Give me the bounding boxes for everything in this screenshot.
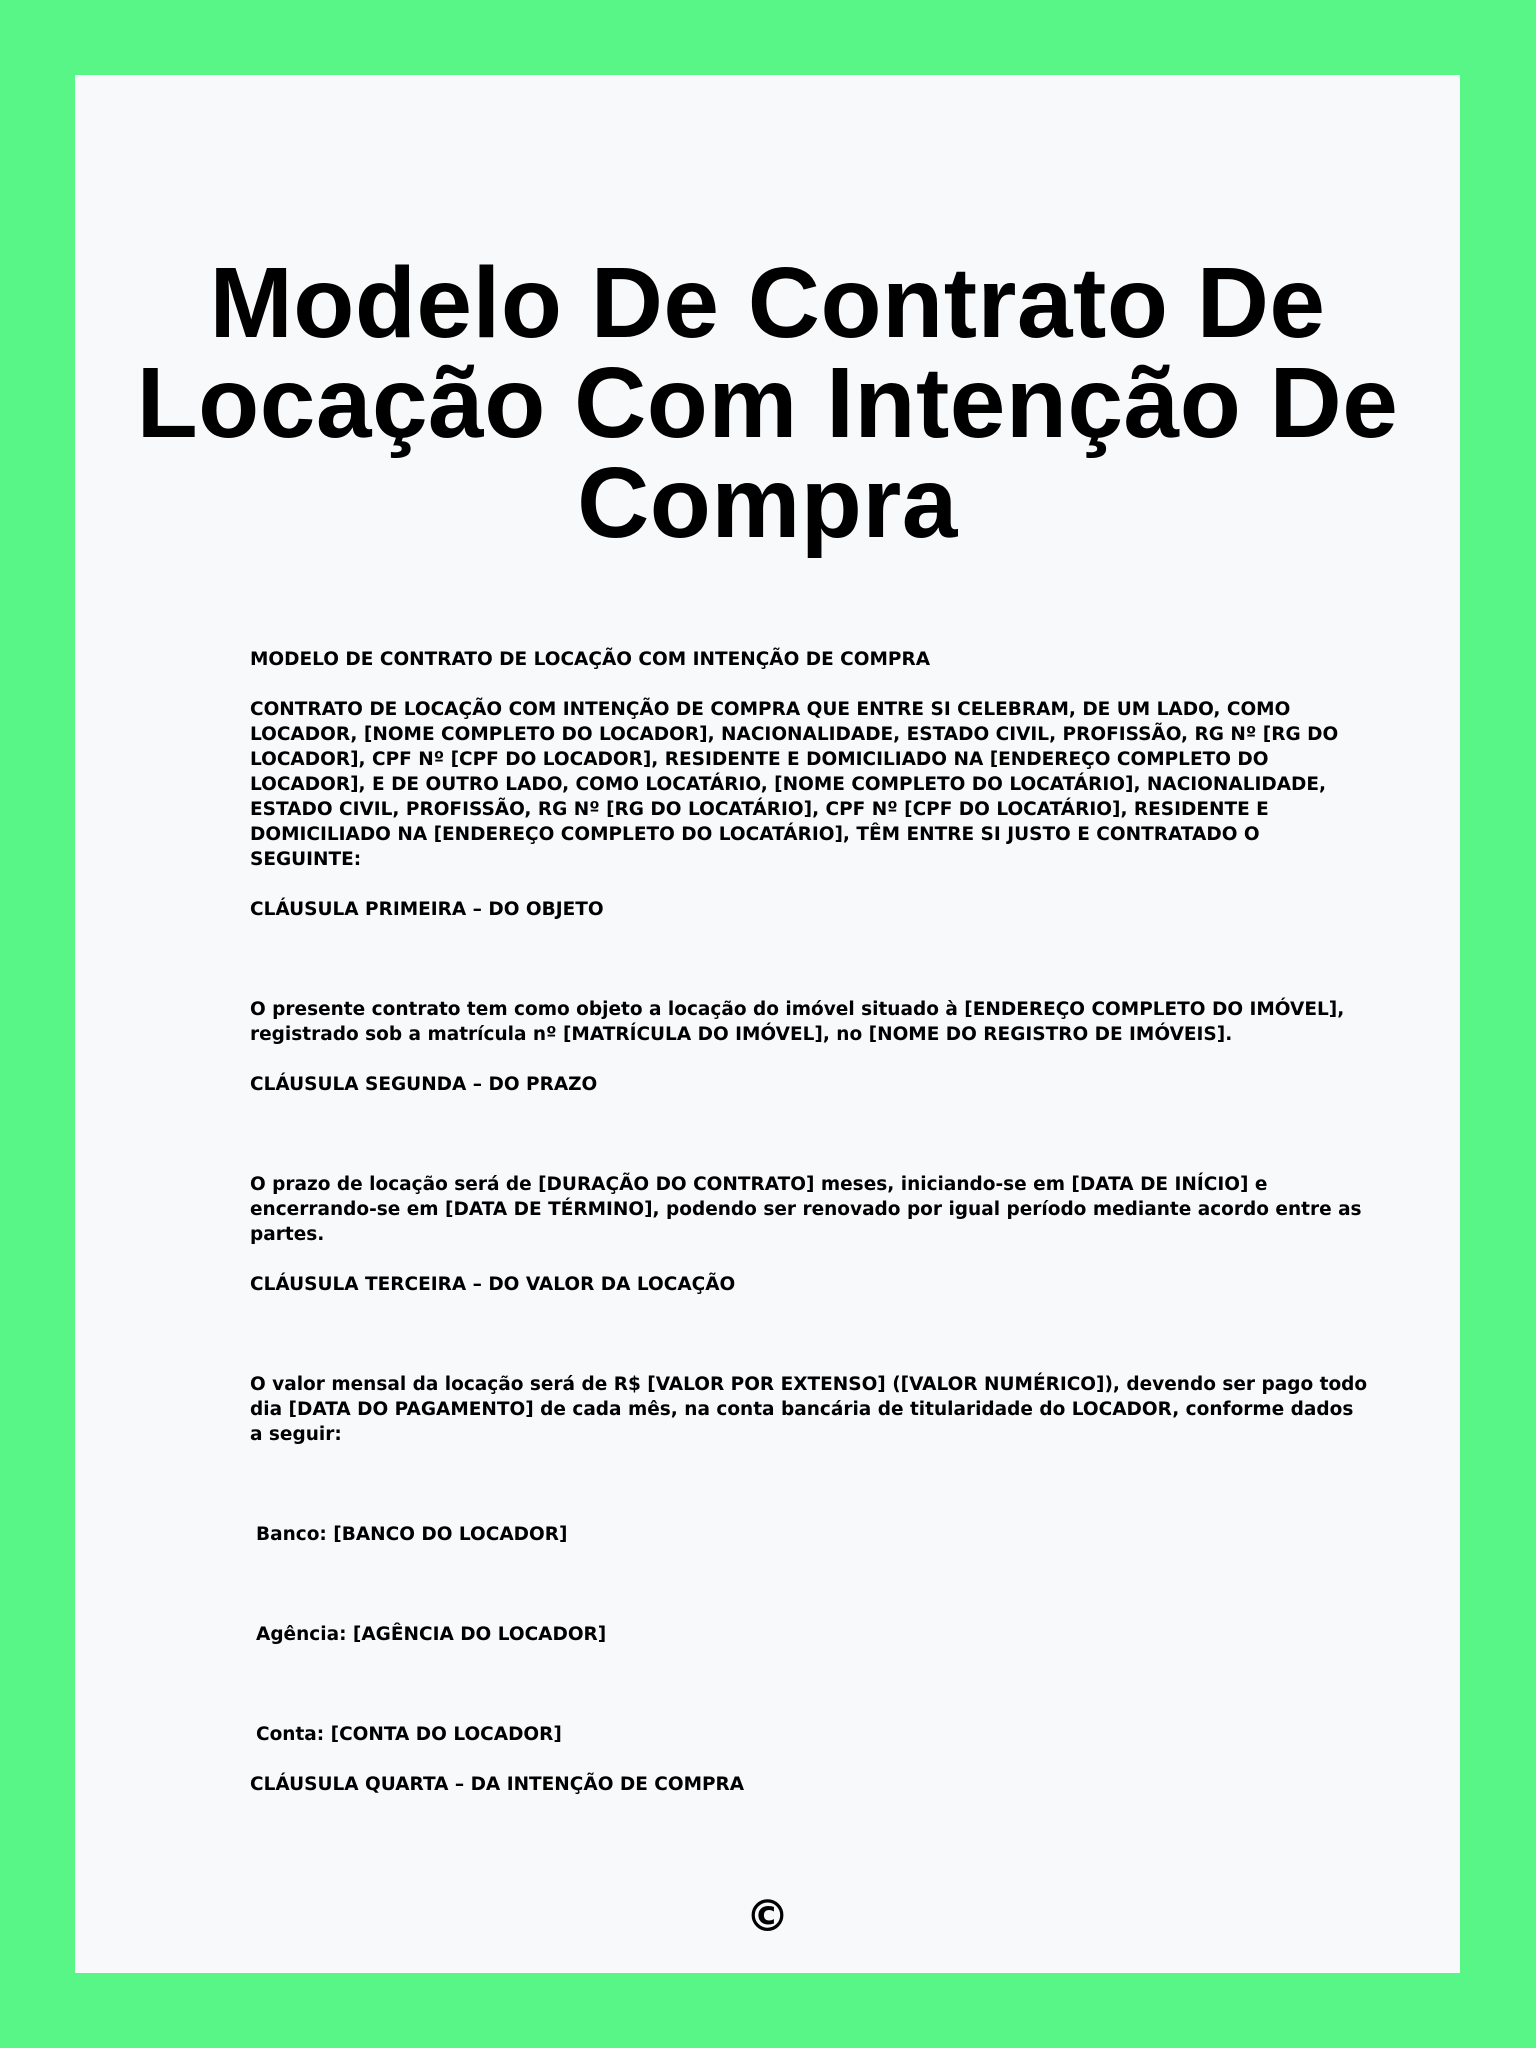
agency-line: Agência: [AGÊNCIA DO LOCADOR] bbox=[256, 1624, 607, 1645]
account-line: Conta: [CONTA DO LOCADOR] bbox=[256, 1724, 562, 1745]
clause-3-heading: CLÁUSULA TERCEIRA – DO VALOR DA LOCAÇÃO bbox=[250, 1274, 736, 1295]
spacer bbox=[250, 1122, 1370, 1172]
bank-line: Banco: [BANCO DO LOCADOR] bbox=[256, 1524, 568, 1545]
document-page bbox=[75, 75, 1460, 1973]
clause-2-text: O prazo de locação será de [DURAÇÃO DO CONTRATO] meses, iniciando-se em [DATA DE INÍCIO] e encerrando-se em [DATA DE TÉRMINO], podendo ser renovado por igual período mediante acordo entre as partes. bbox=[250, 1174, 1362, 1245]
contract-preamble: CONTRATO DE LOCAÇÃO COM INTENÇÃO DE COMPRA QUE ENTRE SI CELEBRAM, DE UM LADO, COMO LOCADOR, [NOME COMPLETO DO LOCADOR], NACIONALIDADE, ESTADO CIVIL, PROFISSÃO, RG Nº [RG DO LOCADOR], CPF Nº [CPF DO LOCADOR], RESIDENTE E DOMICILIADO NA [ENDEREÇO COMPLETO DO LOCADOR], E DE OUTRO LADO, COMO LOCATÁRIO, [NOME COMPLETO DO LOCATÁRIO], NACIONALIDADE, ESTADO CIVIL, PROFISSÃO, RG Nº [RG DO LOCATÁRIO], CPF Nº [CPF DO LOCATÁRIO], RESIDENTE E DOMICILIADO NA [ENDEREÇO COMPLETO DO LOCATÁRIO], TÊM ENTRE SI JUSTO E CONTRATADO O SEGUINTE: bbox=[250, 699, 1339, 870]
document-body bbox=[250, 647, 1370, 1822]
spacer bbox=[250, 1572, 1370, 1622]
clause-2-heading: CLÁUSULA SEGUNDA – DO PRAZO bbox=[250, 1074, 598, 1095]
spacer bbox=[250, 1322, 1370, 1372]
clause-1-heading: CLÁUSULA PRIMEIRA – DO OBJETO bbox=[250, 899, 604, 920]
contract-heading: MODELO DE CONTRATO DE LOCAÇÃO COM INTENÇÃO DE COMPRA bbox=[250, 649, 931, 670]
document-title: Modelo De Contrato De Locação Com Intenção De Compra bbox=[136, 247, 1399, 559]
copyright-icon: © bbox=[745, 1891, 790, 1942]
clause-1-text: O presente contrato tem como objeto a locação do imóvel situado à [ENDEREÇO COMPLETO DO IMÓVEL], registrado sob a matrícula nº [MATRÍCULA DO IMÓVEL], no [NOME DO REGISTRO DE IMÓVEIS]. bbox=[250, 999, 1345, 1045]
clause-4-heading: CLÁUSULA QUARTA – DA INTENÇÃO DE COMPRA bbox=[250, 1774, 745, 1795]
clause-3-text: O valor mensal da locação será de R$ [VALOR POR EXTENSO] ([VALOR NUMÉRICO]), devendo ser pago todo dia [DATA DO PAGAMENTO] de cada mês, na conta bancária de titularidade do LOCADOR, conforme dados a seguir: bbox=[250, 1374, 1368, 1445]
spacer bbox=[250, 1472, 1370, 1522]
spacer bbox=[250, 1672, 1370, 1722]
spacer bbox=[250, 947, 1370, 997]
